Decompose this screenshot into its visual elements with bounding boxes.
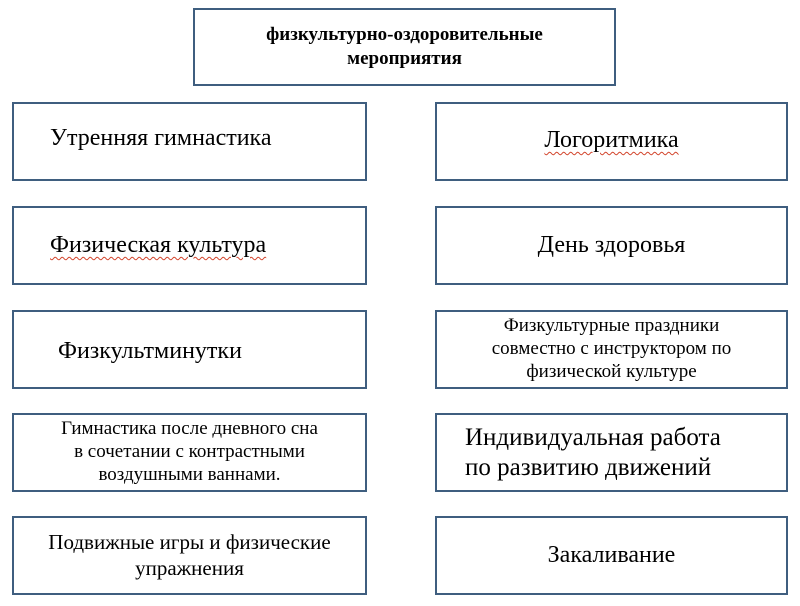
box-individual-work [435, 413, 788, 492]
box-label-line-2: по развитию движений [465, 453, 712, 481]
box-label: Физкультминутки [58, 338, 242, 365]
box-label-line-1: Гимнастика после дневного сна [61, 418, 318, 440]
box-label-word-1: Физическая культура [50, 232, 267, 259]
title-line-1: физкультурно-оздоровительные [266, 24, 543, 46]
box-morning-gymnastics [12, 102, 367, 181]
box-label-line-2: совместно с инструктором по [491, 338, 732, 360]
box-outdoor-games [12, 516, 367, 595]
box-label: Закаливание [547, 542, 676, 569]
title-line-2: мероприятия [347, 48, 462, 69]
box-label-line-2: упражнения [135, 555, 244, 580]
box-logorhythmics [435, 102, 788, 181]
box-label-line-2: в сочетании с контрастными [74, 441, 305, 463]
box-gymnastics-after-sleep [12, 413, 367, 492]
box-label-line-3: воздушными ваннами. [98, 463, 281, 485]
box-label: Утренняя гимнастика [50, 125, 272, 152]
box-label: Логоритмика [544, 127, 679, 154]
diagram-title-box [193, 8, 616, 86]
box-label-line-1: Подвижные игры и физические [48, 530, 331, 555]
box-hardening [435, 516, 788, 595]
box-health-day [435, 206, 788, 285]
box-label-line-1: Физкультурные праздники [503, 315, 720, 337]
box-label: День здоровья [537, 232, 686, 259]
box-label-line-3: физической культуре [526, 360, 697, 382]
box-label-line-1: Индивидуальная работа [465, 423, 721, 451]
box-physical-minutes [12, 310, 367, 389]
box-physical-culture [12, 206, 367, 285]
box-sports-holidays [435, 310, 788, 389]
